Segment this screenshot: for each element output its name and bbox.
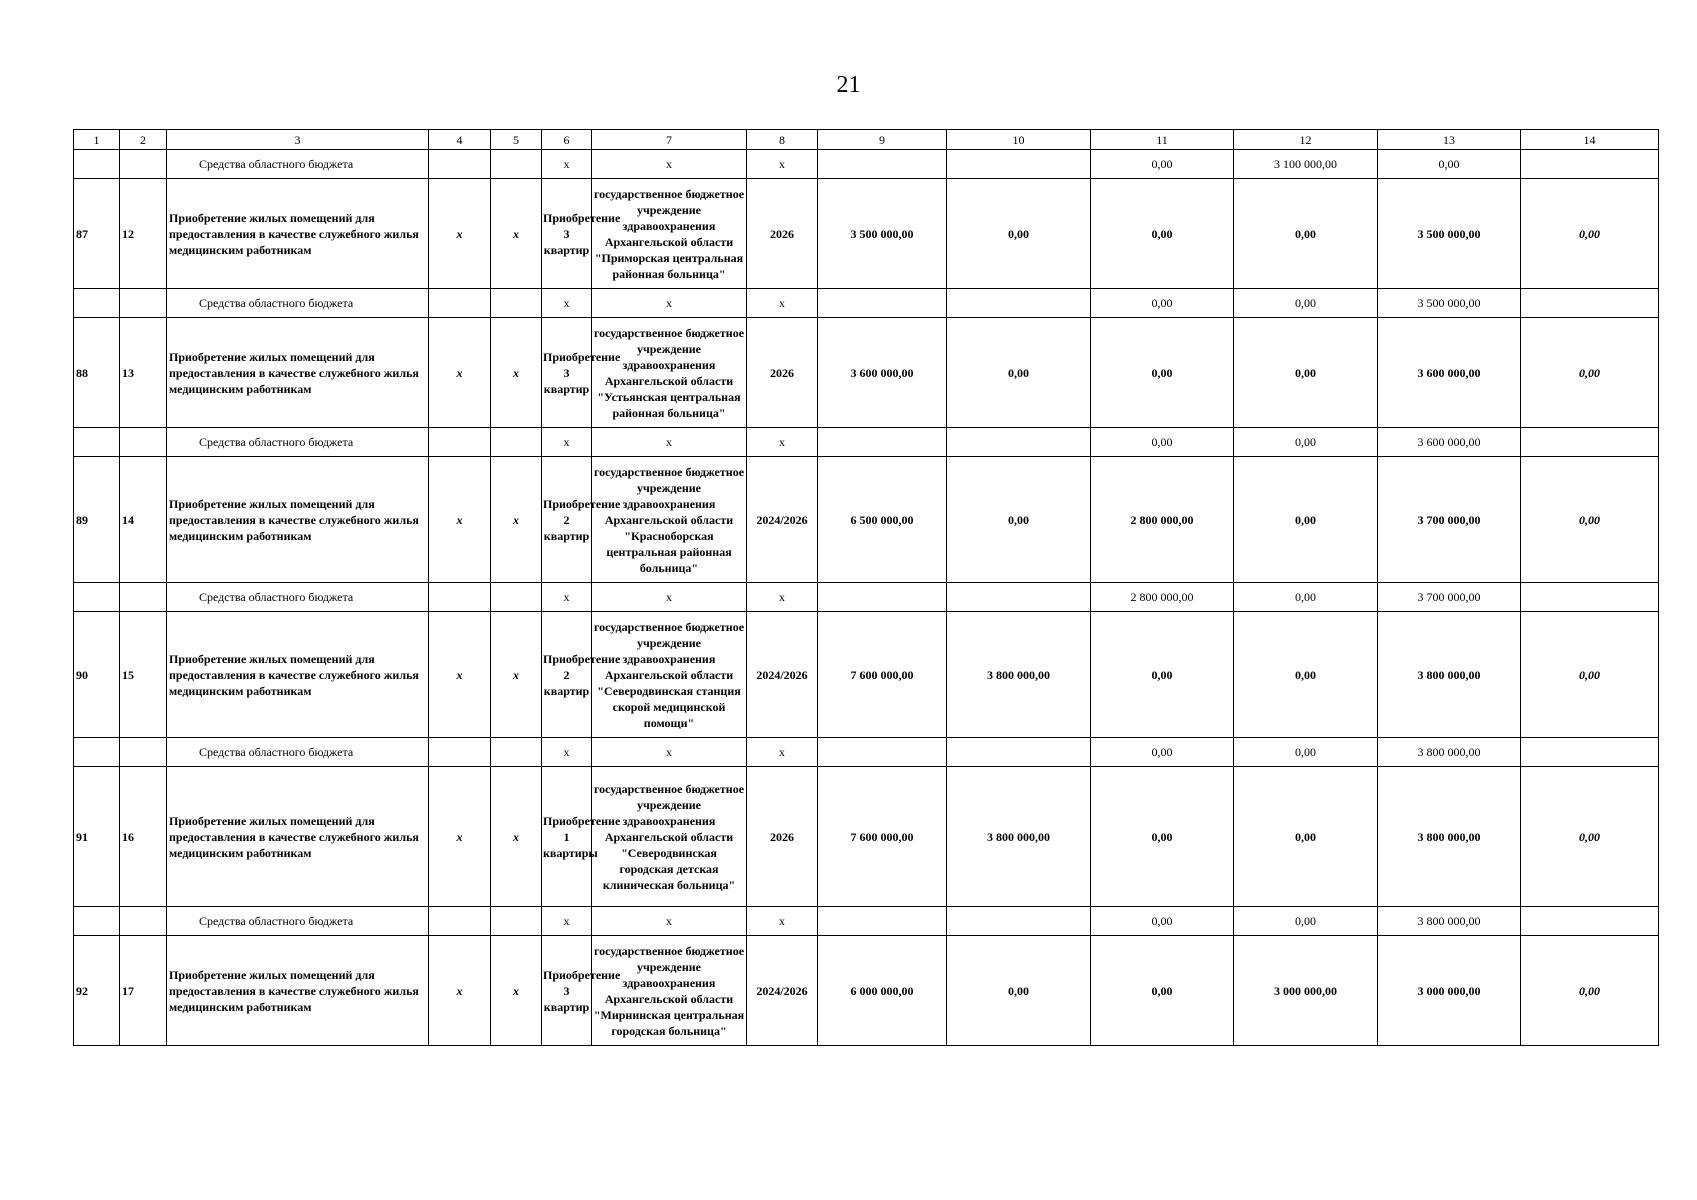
table-row (74, 612, 1659, 738)
col13-amount: 3 700 000,00 (1378, 457, 1521, 583)
funding-source-label: Средства областного бюджета (167, 150, 429, 179)
item-number (120, 907, 167, 936)
col5-value: х (491, 457, 542, 583)
col14-amount (1521, 428, 1659, 457)
col11-amount: 0,00 (1091, 179, 1234, 289)
total-cost: 7 600 000,00 (818, 612, 947, 738)
col12-amount: 0,00 (1234, 767, 1378, 907)
col4-value (429, 907, 491, 936)
col11-amount: 2 800 000,00 (1091, 457, 1234, 583)
col14-amount: 0,00 (1521, 612, 1659, 738)
col14-amount: 0,00 (1521, 936, 1659, 1046)
col10-amount: 0,00 (947, 318, 1091, 428)
total-cost (818, 150, 947, 179)
table-row (74, 179, 1659, 289)
col10-amount: 3 800 000,00 (947, 612, 1091, 738)
funding-source-label: Средства областного бюджета (167, 583, 429, 612)
col12-amount: 3 100 000,00 (1234, 150, 1378, 179)
table-row (74, 936, 1659, 1046)
row-number: 91 (74, 767, 120, 907)
col13-amount: 3 600 000,00 (1378, 318, 1521, 428)
column-number: 2 (120, 130, 167, 150)
total-cost (818, 583, 947, 612)
col5-value: х (491, 936, 542, 1046)
col4-value: х (429, 936, 491, 1046)
col14-amount: 0,00 (1521, 767, 1659, 907)
page-number: 21 (836, 72, 861, 98)
total-cost (818, 289, 947, 318)
period: х (747, 583, 818, 612)
total-cost (818, 738, 947, 767)
col12-amount: 0,00 (1234, 318, 1378, 428)
col4-value (429, 428, 491, 457)
planned-result: х (542, 738, 592, 767)
col4-value (429, 583, 491, 612)
item-number: 13 (120, 318, 167, 428)
col11-amount: 0,00 (1091, 150, 1234, 179)
column-number: 8 (747, 130, 818, 150)
row-number: 87 (74, 179, 120, 289)
planned-result: х (542, 907, 592, 936)
description: Приобретение жилых помещений для предоставления в качестве служебного жилья медицинским работникам (167, 457, 429, 583)
col13-amount: 3 000 000,00 (1378, 936, 1521, 1046)
col12-amount: 0,00 (1234, 428, 1378, 457)
col10-amount: 0,00 (947, 179, 1091, 289)
col12-amount: 0,00 (1234, 612, 1378, 738)
institution-name: х (592, 428, 747, 457)
planned-result: Приобретение 2 квартир (542, 612, 592, 738)
planned-result: х (542, 428, 592, 457)
planned-result: х (542, 289, 592, 318)
description: Приобретение жилых помещений для предоставления в качестве служебного жилья медицинским работникам (167, 612, 429, 738)
total-cost: 7 600 000,00 (818, 767, 947, 907)
col11-amount: 0,00 (1091, 428, 1234, 457)
col13-amount: 3 800 000,00 (1378, 612, 1521, 738)
description: Приобретение жилых помещений для предоставления в качестве служебного жилья медицинским работникам (167, 936, 429, 1046)
total-cost: 6 000 000,00 (818, 936, 947, 1046)
column-number: 5 (491, 130, 542, 150)
planned-result: Приобретение 1 квартиры (542, 767, 592, 907)
column-number: 10 (947, 130, 1091, 150)
institution-name: государственное бюджетное учреждение здравоохранения Архангельской области "Красноборская центральная районная больница" (592, 457, 747, 583)
col12-amount: 0,00 (1234, 738, 1378, 767)
column-number: 13 (1378, 130, 1521, 150)
row-number (74, 907, 120, 936)
col14-amount (1521, 150, 1659, 179)
funding-source-row (74, 583, 1659, 612)
column-number: 12 (1234, 130, 1378, 150)
period: х (747, 907, 818, 936)
row-number: 90 (74, 612, 120, 738)
item-number (120, 289, 167, 318)
col12-amount: 0,00 (1234, 289, 1378, 318)
col4-value (429, 289, 491, 318)
item-number (120, 428, 167, 457)
item-number: 14 (120, 457, 167, 583)
table-row (74, 318, 1659, 428)
col13-amount: 0,00 (1378, 150, 1521, 179)
col10-amount (947, 583, 1091, 612)
col13-amount: 3 700 000,00 (1378, 583, 1521, 612)
col5-value (491, 289, 542, 318)
planned-result: Приобретение 3 квартир (542, 318, 592, 428)
period: х (747, 150, 818, 179)
col14-amount: 0,00 (1521, 179, 1659, 289)
row-number: 88 (74, 318, 120, 428)
item-number: 12 (120, 179, 167, 289)
col10-amount: 0,00 (947, 936, 1091, 1046)
funding-source-row (74, 289, 1659, 318)
col4-value: х (429, 318, 491, 428)
col5-value (491, 907, 542, 936)
row-number (74, 428, 120, 457)
col4-value (429, 150, 491, 179)
row-number: 89 (74, 457, 120, 583)
funding-source-row (74, 907, 1659, 936)
col12-amount: 0,00 (1234, 457, 1378, 583)
column-number: 11 (1091, 130, 1234, 150)
item-number: 15 (120, 612, 167, 738)
col12-amount: 0,00 (1234, 907, 1378, 936)
column-number: 14 (1521, 130, 1659, 150)
col5-value (491, 738, 542, 767)
period: 2024/2026 (747, 457, 818, 583)
column-number: 9 (818, 130, 947, 150)
col5-value (491, 428, 542, 457)
col4-value: х (429, 457, 491, 583)
institution-name: х (592, 738, 747, 767)
institution-name: х (592, 907, 747, 936)
col12-amount: 0,00 (1234, 583, 1378, 612)
institution-name: х (592, 289, 747, 318)
period: 2026 (747, 767, 818, 907)
description: Приобретение жилых помещений для предоставления в качестве служебного жилья медицинским работникам (167, 318, 429, 428)
col10-amount (947, 289, 1091, 318)
institution-name: государственное бюджетное учреждение здравоохранения Архангельской области "Приморская центральная районная больница" (592, 179, 747, 289)
total-cost (818, 428, 947, 457)
col13-amount: 3 500 000,00 (1378, 179, 1521, 289)
col11-amount: 0,00 (1091, 907, 1234, 936)
col13-amount: 3 800 000,00 (1378, 738, 1521, 767)
row-number: 92 (74, 936, 120, 1046)
col10-amount (947, 738, 1091, 767)
col11-amount: 0,00 (1091, 289, 1234, 318)
item-number (120, 150, 167, 179)
planned-result: Приобретение 3 квартир (542, 936, 592, 1046)
col10-amount: 3 800 000,00 (947, 767, 1091, 907)
col11-amount: 2 800 000,00 (1091, 583, 1234, 612)
col4-value: х (429, 612, 491, 738)
row-number (74, 289, 120, 318)
period: х (747, 428, 818, 457)
institution-name: государственное бюджетное учреждение здравоохранения Архангельской области "Северодвинская городская детская клиническая больница" (592, 767, 747, 907)
row-number (74, 583, 120, 612)
col13-amount: 3 800 000,00 (1378, 767, 1521, 907)
column-number: 3 (167, 130, 429, 150)
total-cost (818, 907, 947, 936)
item-number: 17 (120, 936, 167, 1046)
col14-amount (1521, 583, 1659, 612)
funding-source-row (74, 428, 1659, 457)
col13-amount: 3 600 000,00 (1378, 428, 1521, 457)
total-cost: 3 600 000,00 (818, 318, 947, 428)
planned-result: х (542, 150, 592, 179)
period: 2026 (747, 179, 818, 289)
description: Приобретение жилых помещений для предоставления в качестве служебного жилья медицинским работникам (167, 179, 429, 289)
col5-value (491, 583, 542, 612)
funding-source-row (74, 738, 1659, 767)
col11-amount: 0,00 (1091, 936, 1234, 1046)
column-number-row (74, 130, 1659, 150)
col4-value (429, 738, 491, 767)
funding-source-label: Средства областного бюджета (167, 428, 429, 457)
col4-value: х (429, 179, 491, 289)
col5-value: х (491, 318, 542, 428)
col12-amount: 3 000 000,00 (1234, 936, 1378, 1046)
col11-amount: 0,00 (1091, 767, 1234, 907)
col13-amount: 3 500 000,00 (1378, 289, 1521, 318)
col5-value: х (491, 612, 542, 738)
table-row (74, 767, 1659, 907)
total-cost: 6 500 000,00 (818, 457, 947, 583)
funding-source-label: Средства областного бюджета (167, 738, 429, 767)
funding-source-row (74, 150, 1659, 179)
planned-result: х (542, 583, 592, 612)
col11-amount: 0,00 (1091, 612, 1234, 738)
institution-name: х (592, 583, 747, 612)
column-number: 4 (429, 130, 491, 150)
col13-amount: 3 800 000,00 (1378, 907, 1521, 936)
col14-amount: 0,00 (1521, 457, 1659, 583)
col11-amount: 0,00 (1091, 318, 1234, 428)
col4-value: х (429, 767, 491, 907)
col12-amount: 0,00 (1234, 179, 1378, 289)
institution-name: государственное бюджетное учреждение здравоохранения Архангельской области "Устьянская центральная районная больница" (592, 318, 747, 428)
col14-amount (1521, 907, 1659, 936)
total-cost: 3 500 000,00 (818, 179, 947, 289)
table-row (74, 457, 1659, 583)
col5-value: х (491, 767, 542, 907)
column-number: 1 (74, 130, 120, 150)
description: Приобретение жилых помещений для предоставления в качестве служебного жилья медицинским работникам (167, 767, 429, 907)
col10-amount (947, 150, 1091, 179)
institution-name: х (592, 150, 747, 179)
budget-table (73, 129, 1659, 1046)
col5-value (491, 150, 542, 179)
col5-value: х (491, 179, 542, 289)
column-number: 6 (542, 130, 592, 150)
period: х (747, 738, 818, 767)
institution-name: государственное бюджетное учреждение здравоохранения Архангельской области "Северодвинская станция скорой медицинской помощи" (592, 612, 747, 738)
col10-amount (947, 907, 1091, 936)
column-number: 7 (592, 130, 747, 150)
col10-amount: 0,00 (947, 457, 1091, 583)
item-number: 16 (120, 767, 167, 907)
row-number (74, 738, 120, 767)
col14-amount: 0,00 (1521, 318, 1659, 428)
planned-result: Приобретение 2 квартир (542, 457, 592, 583)
planned-result: Приобретение 3 квартир (542, 179, 592, 289)
row-number (74, 150, 120, 179)
item-number (120, 583, 167, 612)
col11-amount: 0,00 (1091, 738, 1234, 767)
col14-amount (1521, 289, 1659, 318)
col10-amount (947, 428, 1091, 457)
period: 2024/2026 (747, 936, 818, 1046)
col14-amount (1521, 738, 1659, 767)
period: х (747, 289, 818, 318)
period: 2024/2026 (747, 612, 818, 738)
funding-source-label: Средства областного бюджета (167, 907, 429, 936)
institution-name: государственное бюджетное учреждение здравоохранения Архангельской области "Мирнинская центральная городская больница" (592, 936, 747, 1046)
funding-source-label: Средства областного бюджета (167, 289, 429, 318)
period: 2026 (747, 318, 818, 428)
item-number (120, 738, 167, 767)
